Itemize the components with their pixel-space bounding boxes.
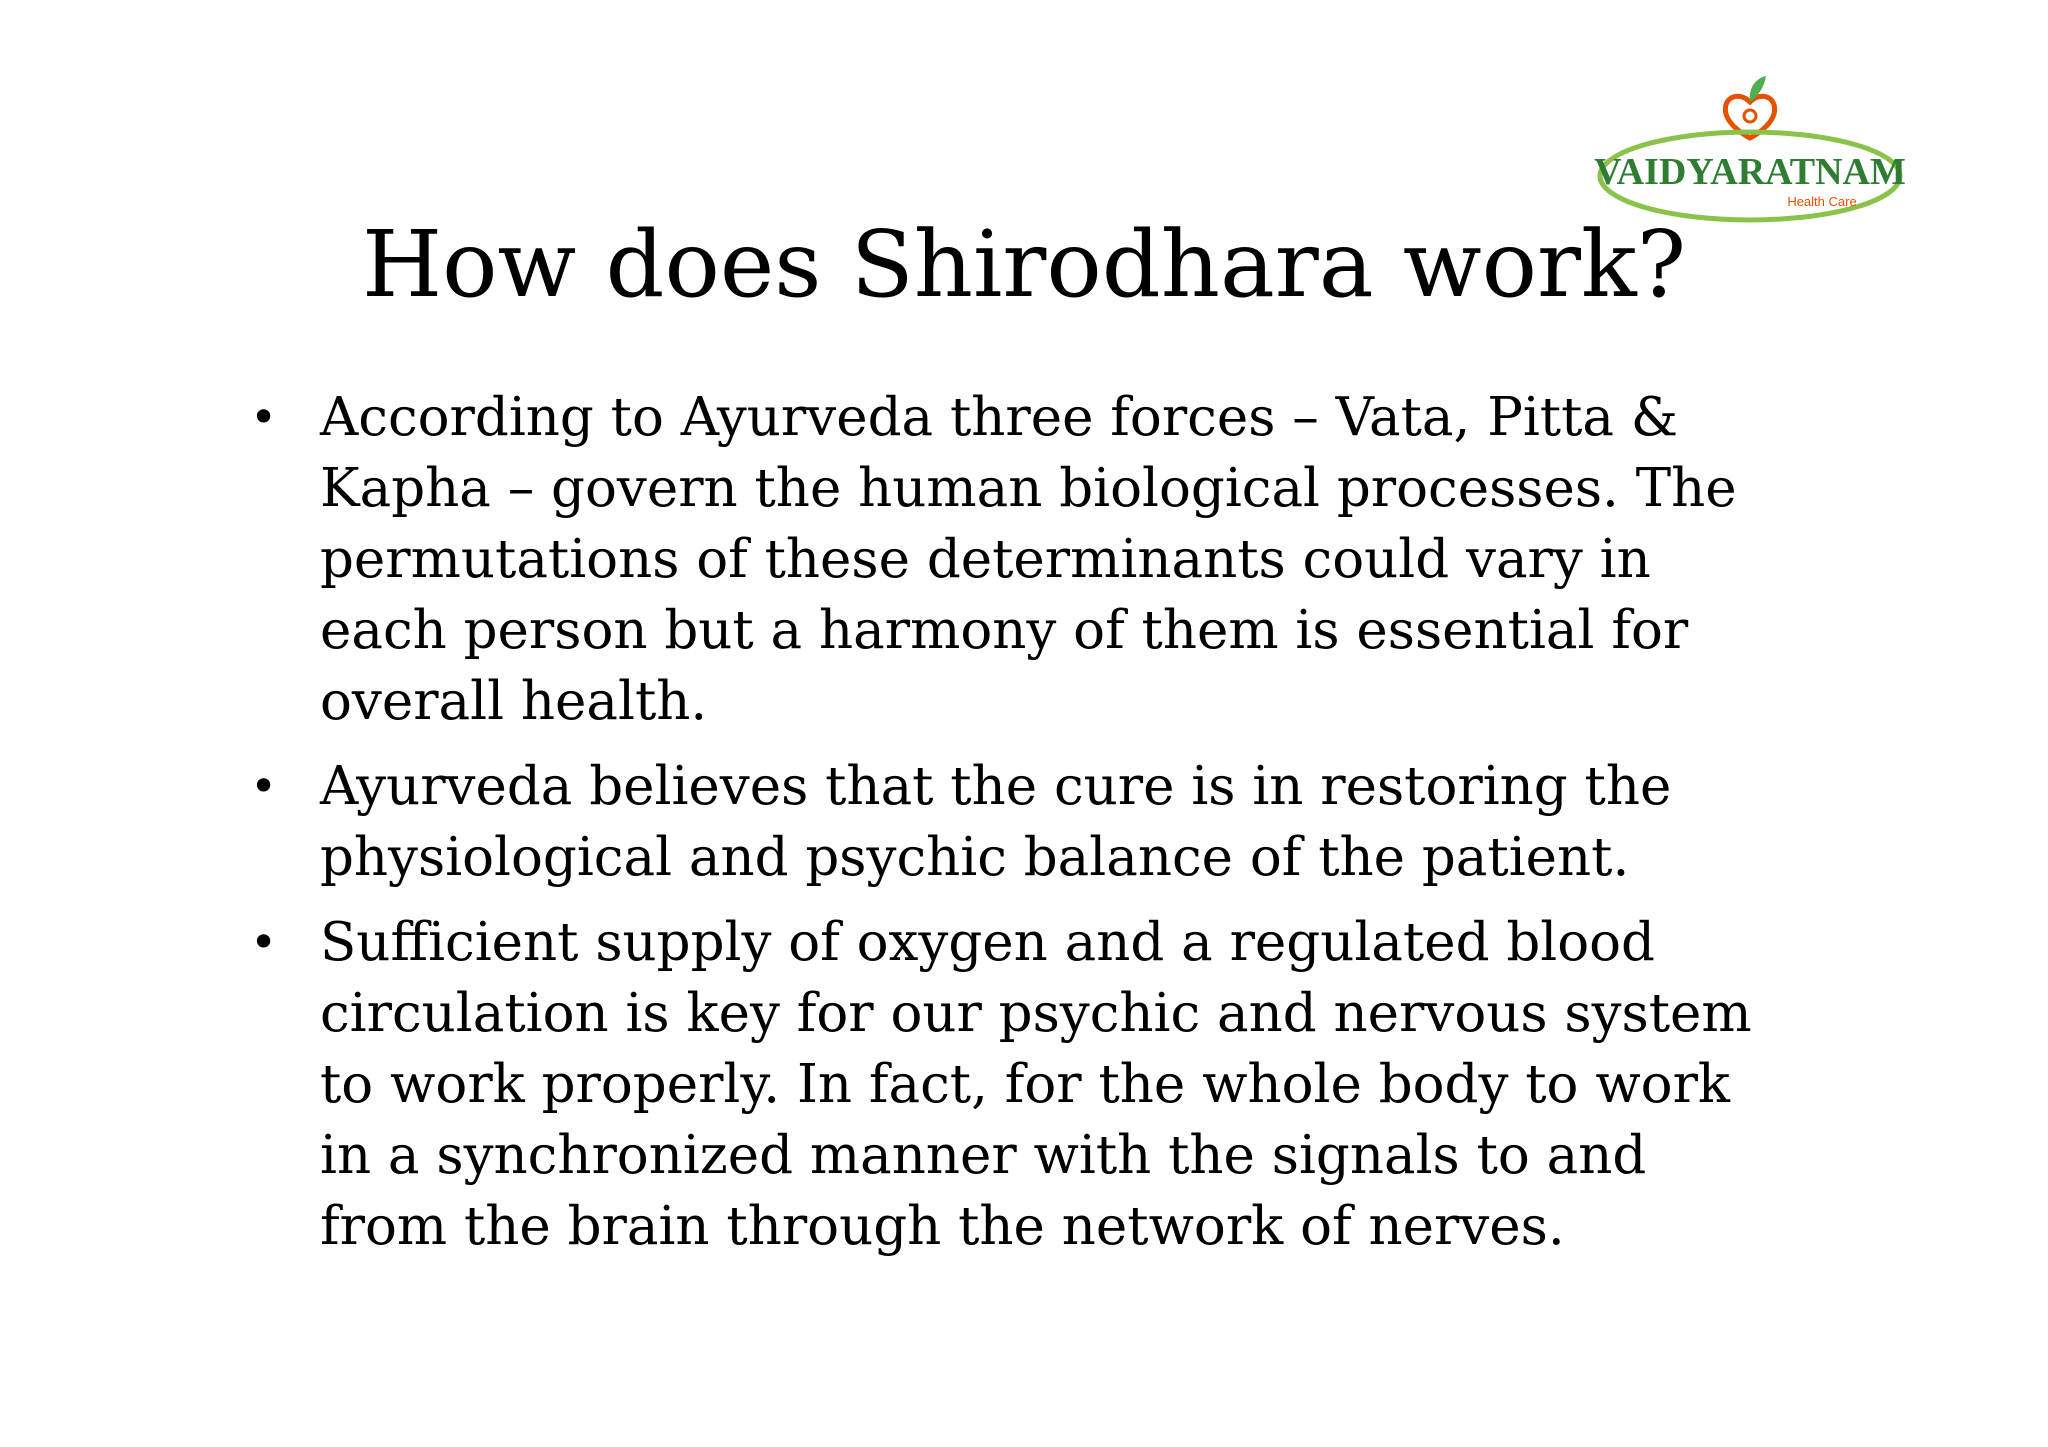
bullet-dot-icon: • bbox=[250, 915, 278, 969]
bullet-item bbox=[250, 907, 1790, 1262]
bullet-text: According to Ayurveda three forces – Vata, Pitta & Kapha – govern the human biological processes. The permutations of these determinants could vary in each person but a harmony of them is essential for overall health. bbox=[320, 387, 1737, 732]
vaidyaratnam-logo bbox=[1590, 72, 1910, 232]
fruit-icon bbox=[1725, 76, 1774, 138]
bullet-item bbox=[250, 751, 1790, 893]
logo-brand-text: VAIDYARATNAM bbox=[1594, 151, 1906, 193]
slide-title: How does Shirodhara work? bbox=[361, 211, 1687, 318]
bullet-text: Ayurveda believes that the cure is in restoring the physiological and psychic balance of the patient. bbox=[320, 756, 1672, 888]
logo-tagline-text: Health Care bbox=[1787, 194, 1857, 209]
logo-seed bbox=[1744, 110, 1756, 122]
bullet-item bbox=[250, 382, 1790, 737]
bullet-text: Sufficient supply of oxygen and a regulated blood circulation is key for our psychic and nervous system to work properly. In fact, for the whole body to work in a synchronized manner with the signals to and from the brain through the network of nerves. bbox=[320, 912, 1752, 1257]
bullet-dot-icon: • bbox=[250, 390, 278, 444]
bullet-dot-icon: • bbox=[250, 759, 278, 813]
bullet-list bbox=[250, 382, 1790, 1276]
